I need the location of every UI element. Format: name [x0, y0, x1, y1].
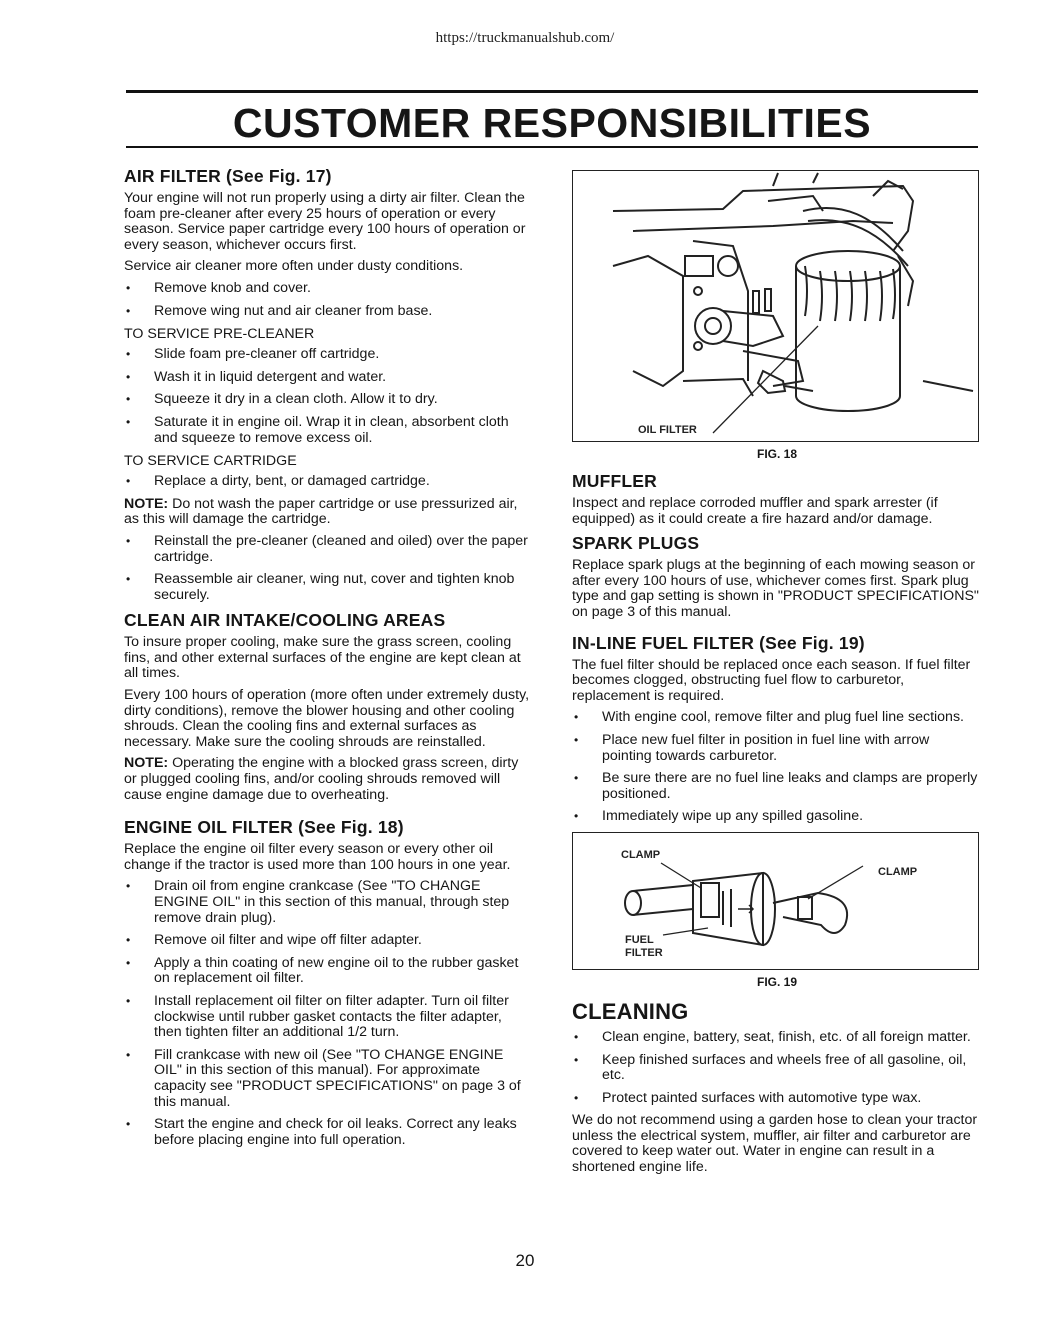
- page-number: 20: [515, 1251, 535, 1270]
- list-item: • Place new fuel filter in position in fuel line with arrow pointing towards carburetor.: [572, 733, 982, 764]
- fuel-filter-steps: [572, 710, 982, 825]
- cartridge-steps: [124, 474, 532, 490]
- list-item: • Remove wing nut and air cleaner from base.: [124, 304, 532, 320]
- list-item: • Install replacement oil filter on filter adapter. Turn oil filter clockwise until rubber gasket contacts the filter adapter, then tighten filter an additional 1/2 turn.: [124, 994, 532, 1041]
- reassembly-steps: [124, 534, 532, 603]
- air-filter-intro: Your engine will not run properly using a dirty air filter. Clean the foam pre-cleaner after every 25 hours of operation or every season. Service paper cartridge every 100 hours of operation or every season, whichever occurs first.: [124, 190, 526, 253]
- clean-air-section: [124, 610, 532, 803]
- oil-filter-section: [124, 817, 532, 1148]
- air-filter-section: [124, 166, 532, 603]
- list-item: • Saturate it in engine oil. Wrap it in clean, absorbent cloth and squeeze to remove excess oil.: [124, 415, 532, 446]
- clean-air-note: [124, 756, 532, 803]
- fuel-filter-illustration: [573, 833, 978, 969]
- cartridge-subheading: TO SERVICE CARTRIDGE: [124, 453, 297, 470]
- top-rule: [126, 90, 978, 93]
- fuel-filter-section: [572, 633, 982, 825]
- pre-cleaner-steps: [124, 347, 532, 446]
- muffler-section: [572, 471, 982, 527]
- page-title: CUSTOMER RESPONSIBILITIES: [232, 100, 872, 146]
- note-label: NOTE:: [124, 755, 169, 772]
- oil-filter-heading: ENGINE OIL FILTER (See Fig. 18): [124, 817, 404, 838]
- list-item: • Remove knob and cover.: [124, 281, 532, 297]
- air-filter-steps: [124, 281, 532, 319]
- list-item: • Apply a thin coating of new engine oil to the rubber gasket on replacement oil filter.: [124, 956, 532, 987]
- clean-air-p2: Every 100 hours of operation (more often under extremely dusty, dirty conditions), remove the blower housing and other cooling shrouds. Clean the cooling fins and external surfaces as necessary. Make sure the cooling shrouds are reinstalled.: [124, 687, 530, 750]
- cleaning-section: [572, 999, 982, 1176]
- cleaning-steps: [572, 1030, 982, 1106]
- filter-label: FILTER: [625, 946, 663, 959]
- list-item: • Start the engine and check for oil leaks. Correct any leaks before placing engine into full operation.: [124, 1117, 532, 1148]
- spark-plugs-text: Replace spark plugs at the beginning of each mowing season or after every 100 hours of use, whichever comes first. Spark plug type and gap setting is shown in "PRODUCT SPECIFICATIONS" on page 3 of this manual.: [572, 557, 979, 620]
- list-item: • Protect painted surfaces with automotive type wax.: [572, 1091, 982, 1107]
- clamp-left-label: CLAMP: [621, 848, 661, 861]
- note-label: NOTE:: [124, 495, 169, 512]
- list-item: • Reinstall the pre-cleaner (cleaned and oiled) over the paper cartridge.: [124, 534, 532, 565]
- spark-plugs-section: [572, 533, 982, 620]
- fuel-filter-heading: IN-LINE FUEL FILTER (See Fig. 19): [572, 632, 865, 653]
- figure-19: [572, 832, 979, 970]
- muffler-heading: MUFFLER: [572, 471, 657, 491]
- list-item: • Replace a dirty, bent, or damaged cartridge.: [124, 474, 532, 490]
- source-url: https://truckmanualshub.com/: [435, 30, 615, 46]
- fig-19-caption: FIG. 19: [756, 974, 797, 989]
- note-text: Do not wash the paper cartridge or use pressurized air, as this will damage the cartridge.: [124, 495, 518, 528]
- pre-cleaner-subheading: TO SERVICE PRE-CLEANER: [124, 326, 315, 343]
- cleaning-heading: CLEANING: [572, 998, 689, 1024]
- list-item: • Reassemble air cleaner, wing nut, cover and tighten knob securely.: [124, 572, 532, 603]
- clean-air-p1: To insure proper cooling, make sure the grass screen, cooling fins, and other external surfaces of the engine are kept clean at all times.: [124, 634, 521, 682]
- list-item: • Be sure there are no fuel line leaks and clamps are properly positioned.: [572, 771, 982, 802]
- oil-filter-label: OIL FILTER: [638, 424, 697, 436]
- left-column: [124, 160, 532, 1155]
- list-item: • Squeeze it dry in a clean cloth. Allow it to dry.: [124, 392, 532, 408]
- list-item: • Keep finished surfaces and wheels free of all gasoline, oil, etc.: [572, 1053, 982, 1084]
- list-item: • Drain oil from engine crankcase (See "TO CHANGE ENGINE OIL" in this section of this manual, through step remove drain plug).: [124, 879, 532, 926]
- engine-oil-filter-illustration: [573, 171, 978, 441]
- figure-18: [572, 170, 979, 442]
- list-item: • Slide foam pre-cleaner off cartridge.: [124, 347, 532, 363]
- fig-18-caption: FIG. 18: [756, 447, 797, 461]
- clean-air-heading: CLEAN AIR INTAKE/COOLING AREAS: [124, 610, 446, 631]
- right-column: [572, 170, 982, 1182]
- fuel-label: FUEL: [625, 933, 654, 946]
- cleaning-text: We do not recommend using a garden hose to clean your tractor unless the electrical system, muffler, air filter and carburetor are covered to keep water out. Water in engine can result in a shortened engine life.: [572, 1112, 978, 1176]
- title-rule: [126, 146, 978, 148]
- list-item: • Remove oil filter and wipe off filter adapter.: [124, 933, 532, 949]
- list-item: • With engine cool, remove filter and plug fuel line sections.: [572, 710, 982, 726]
- list-item: • Clean engine, battery, seat, finish, etc. of all foreign matter.: [572, 1030, 982, 1046]
- spark-plugs-heading: SPARK PLUGS: [572, 533, 700, 554]
- air-filter-heading: AIR FILTER (See Fig. 17): [124, 166, 332, 186]
- note-text: Operating the engine with a blocked grass screen, dirty or plugged cooling fins, and/or cooling shrouds removed will cause engine damage due to overheating.: [124, 755, 519, 803]
- air-filter-note: [124, 497, 532, 528]
- list-item: • Wash it in liquid detergent and water.: [124, 370, 532, 386]
- fuel-filter-intro: The fuel filter should be replaced once each season. If fuel filter becomes clogged, obstructing fuel flow to carburetor, replacement is required.: [572, 656, 971, 704]
- list-item: • Fill crankcase with new oil (See "TO CHANGE ENGINE OIL" in this section of this manual). For approximate capacity see "PRODUCT SPECIFICATIONS" on page 3 of this manual.: [124, 1048, 532, 1110]
- oil-filter-intro: Replace the engine oil filter every season or every other oil change if the tractor is used more than 100 hours in one year.: [124, 841, 511, 873]
- list-item: • Immediately wipe up any spilled gasoline.: [572, 809, 982, 825]
- muffler-text: Inspect and replace corroded muffler and spark arrester (if equipped) as it could create a fire hazard and/or damage.: [572, 495, 938, 527]
- oil-filter-steps: [124, 879, 532, 1148]
- air-filter-dusty: Service air cleaner more often under dusty conditions.: [124, 258, 464, 275]
- clamp-right-label: CLAMP: [878, 865, 918, 878]
